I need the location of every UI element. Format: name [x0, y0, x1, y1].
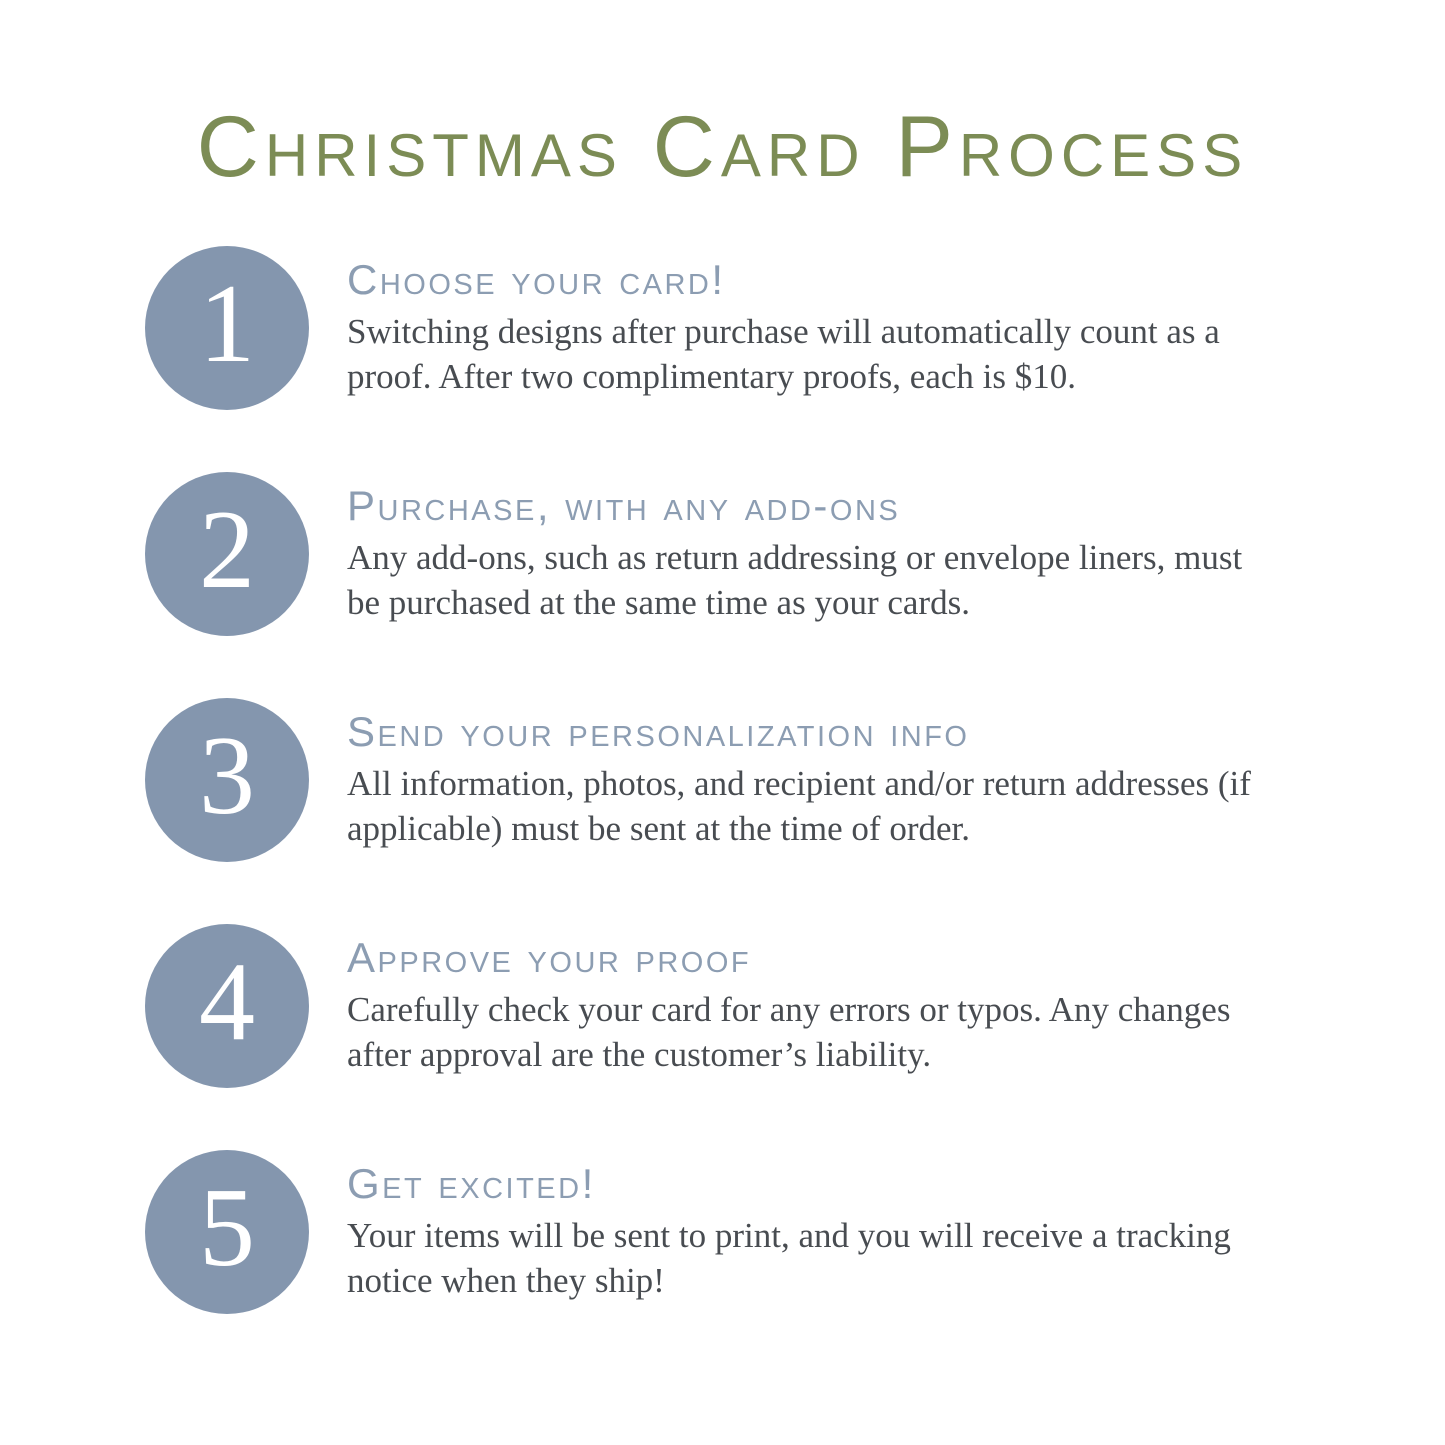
- step-5-text: [347, 1161, 1277, 1304]
- step-5-number-badge: [145, 1150, 309, 1314]
- step-2-number: 2: [199, 488, 255, 612]
- step-row-3: [145, 698, 1445, 862]
- step-3-heading: Send your personalization info: [347, 707, 970, 755]
- step-4-text: [347, 935, 1277, 1078]
- step-4-number: 4: [199, 940, 255, 1064]
- step-2-heading: Purchase, with any add-ons: [347, 481, 901, 529]
- step-1-text: [347, 257, 1277, 400]
- step-1-number-badge: [145, 246, 309, 410]
- step-1-heading: Choose your card!: [347, 255, 726, 303]
- step-2-number-badge: [145, 472, 309, 636]
- step-3-number-badge: [145, 698, 309, 862]
- step-5-description: Your items will be sent to print, and you will receive a tracking notice when they ship!: [347, 1215, 1231, 1300]
- steps-list: [0, 246, 1445, 1314]
- step-row-1: [145, 246, 1445, 410]
- step-3-text: [347, 709, 1277, 852]
- step-3-number: 3: [199, 714, 255, 838]
- step-4-description: Carefully check your card for any errors or typos. Any changes after approval are the customer’s liability.: [347, 989, 1231, 1074]
- step-4-heading: Approve your proof: [347, 933, 752, 981]
- step-row-2: [145, 472, 1445, 636]
- step-3-description: All information, photos, and recipient and/or return addresses (if applicable) must be sent at the time of order.: [347, 763, 1251, 848]
- step-1-description: Switching designs after purchase will automatically count as a proof. After two complimentary proofs, each is $10.: [347, 311, 1220, 396]
- step-2-description: Any add-ons, such as return addressing or envelope liners, must be purchased at the same time as your cards.: [347, 537, 1243, 622]
- step-4-number-badge: [145, 924, 309, 1088]
- page-title: Christmas Card Process: [196, 99, 1249, 195]
- step-1-number: 1: [199, 262, 255, 386]
- step-5-heading: Get excited!: [347, 1159, 596, 1207]
- step-row-5: [145, 1150, 1445, 1314]
- step-5-number: 5: [199, 1166, 255, 1290]
- step-row-4: [145, 924, 1445, 1088]
- step-2-text: [347, 483, 1277, 626]
